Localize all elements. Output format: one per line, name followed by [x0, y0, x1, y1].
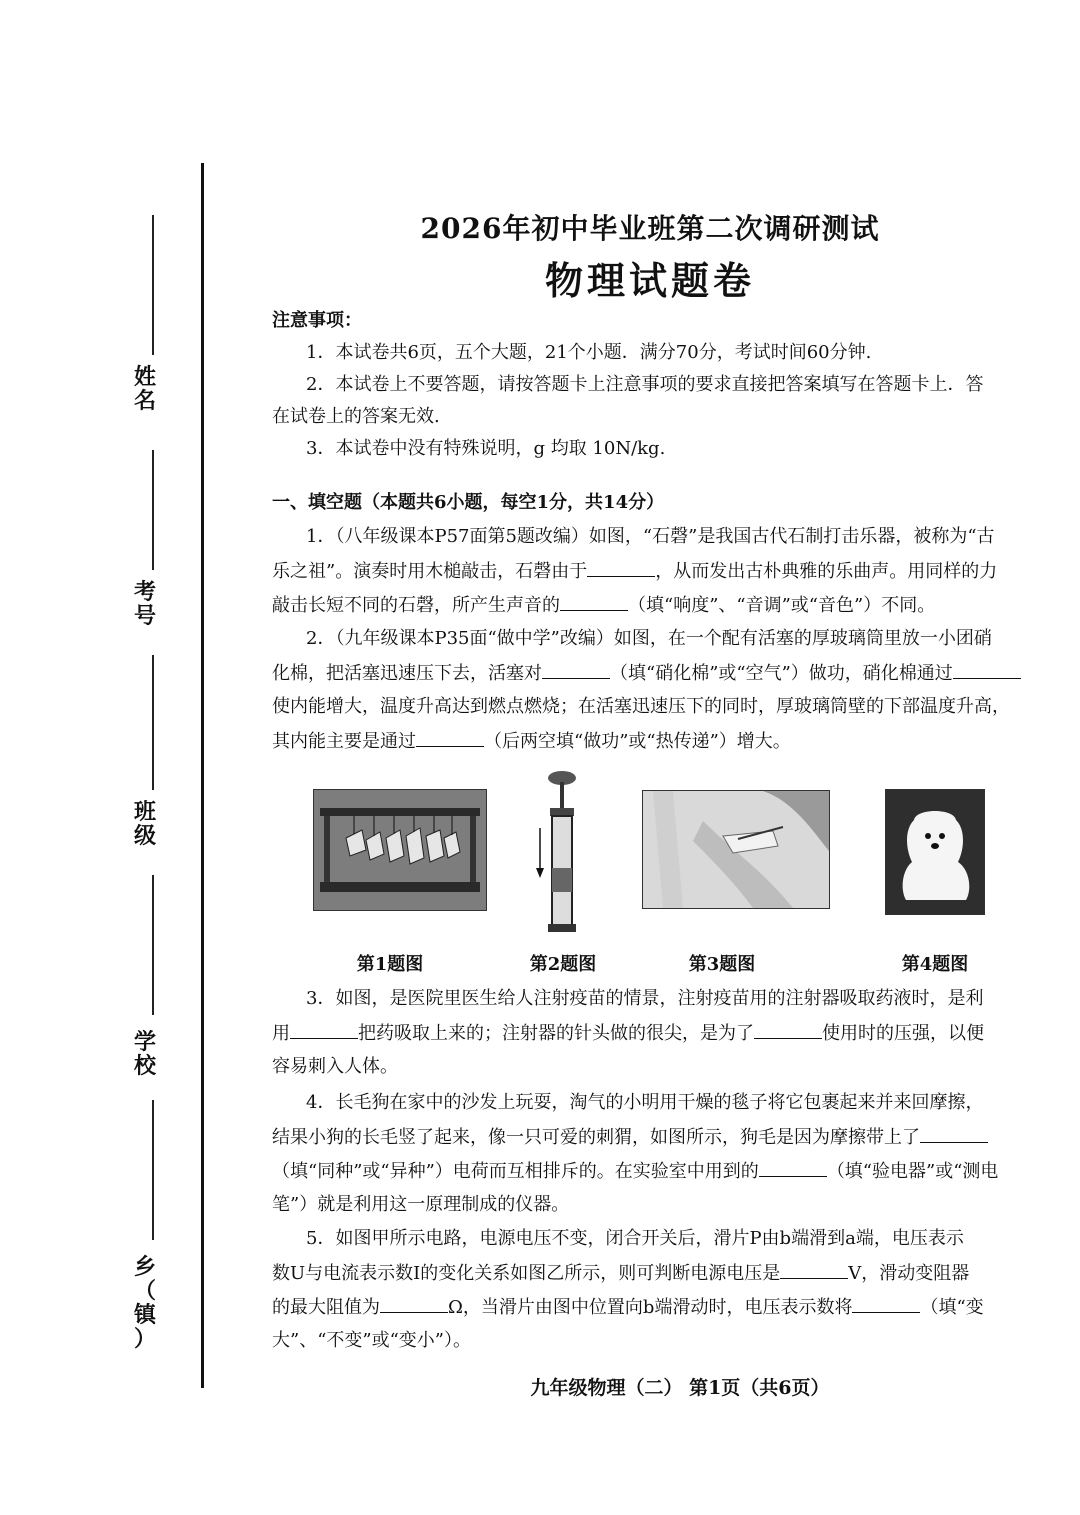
q1-line-3: 敲击长短不同的石磬，所产生声音的 （填“响度”、“音调”或“音色”）不同。: [272, 592, 1000, 619]
q5-line-3: 的最大阻值为 Ω，当滑片由图中位置向b端滑动时，电压表示数将 （填“变: [272, 1294, 1000, 1321]
q2-line-1: 2．（九年级课本P35面“做中学”改编）如图，在一个配有活塞的厚玻璃筒里放一小团硝: [306, 628, 992, 649]
q4-line-2: 结果小狗的长毛竖了起来，像一只可爱的刺猬，如图所示，狗毛是因为摩擦带上了: [272, 1124, 1000, 1151]
answer-blank: [380, 1294, 448, 1313]
fluffy-dog-icon: [886, 790, 984, 914]
answer-blank: [759, 1158, 827, 1177]
answer-blank: [290, 1020, 358, 1039]
answer-blank: [920, 1124, 988, 1143]
notice-item-1: 1．本试卷共6页，五个大题，21个小题．满分70分，考试时间60分钟.: [306, 342, 872, 363]
answer-blank: [542, 660, 610, 679]
q1-line-2: 乐之祖”。演奏时用木槌敲击，石磬由于 ，从而发出古朴典雅的乐曲声。用同样的力: [272, 558, 1000, 585]
notice-item-3: 3．本试卷中没有特殊说明，g 均取 10N/kg.: [306, 438, 666, 459]
notice-item-2-cont: 在试卷上的答案无效.: [272, 406, 440, 427]
answer-blank: [587, 558, 655, 577]
town-label: 乡 （ 镇 ）: [133, 1254, 156, 1352]
piston-cylinder-icon: [528, 768, 598, 938]
injection-scene-icon: [643, 791, 829, 908]
figure-4-caption: 第4题图: [901, 954, 969, 975]
section-1-heading: 一、填空题（本题共6小题，每空1分，共14分）: [272, 492, 665, 513]
exam-no-underline: [152, 450, 154, 570]
q3-line-2: 用 把药吸取上来的；注射器的针头做的很尖，是为了 使用时的压强，以便: [272, 1020, 1000, 1047]
q1-line-1: 1．（八年级课本P57面第5题改编）如图，“石磬”是我国古代石制打击乐器，被称为“古: [306, 526, 995, 547]
page-footer: 九年级物理（二） 第1页（共6页）: [530, 1377, 830, 1399]
name-underline: [152, 215, 154, 355]
figure-1-stone-chime: [313, 789, 487, 911]
figure-4-dog: [885, 789, 985, 915]
q2-line-3: 使内能增大，温度升高达到燃点燃烧；在活塞迅速压下的同时，厚玻璃筒壁的下部温度升高，: [272, 696, 1010, 717]
answer-blank: [416, 728, 484, 747]
binding-margin-line: [201, 163, 204, 1388]
figure-3-injection: [642, 790, 830, 909]
q4-line-3: （填“同种”或“异种”）电荷而互相排斥的。在实验室中用到的 （填“验电器”或“测电: [272, 1158, 1000, 1185]
school-underline: [152, 875, 154, 1015]
exam-no-label: 考 号: [133, 579, 156, 629]
town-underline: [152, 1100, 154, 1240]
q2-line-2: 化棉，把活塞迅速压下去，活塞对 （填“硝化棉”或“空气”）做功，硝化棉通过: [272, 660, 1000, 687]
answer-blank: [560, 592, 628, 611]
answer-blank: [780, 1260, 848, 1279]
exam-subtitle: 物理试题卷: [544, 258, 755, 303]
answer-blank: [953, 660, 1021, 679]
q3-line-1: 3．如图，是医院里医生给人注射疫苗的情景，注射疫苗用的注射器吸取药液时，是利: [306, 988, 984, 1009]
notice-heading: 注意事项：: [272, 310, 362, 331]
q5-line-4: 大”、“不变”或“变小”）。: [272, 1330, 472, 1351]
q5-line-2: 数U与电流表示数I的变化关系如图乙所示，则可判断电源电压是 V，滑动变阻器: [272, 1260, 1000, 1287]
q2-line-4: 其内能主要是通过 （后两空填“做功”或“热传递”）增大。: [272, 728, 1000, 755]
class-underline: [152, 655, 154, 790]
answer-blank: [852, 1294, 920, 1313]
figure-2-caption: 第2题图: [529, 954, 597, 975]
q3-line-3: 容易刺入人体。: [272, 1056, 398, 1077]
figure-2-piston-cylinder: [528, 768, 598, 938]
answer-blank: [754, 1020, 822, 1039]
q4-line-4: 笔”）就是利用这一原理制成的仪器。: [272, 1194, 570, 1215]
figure-3-caption: 第3题图: [688, 954, 756, 975]
class-label: 班 级: [133, 799, 156, 849]
q4-line-1: 4．长毛狗在家中的沙发上玩耍，淘气的小明用干燥的毯子将它包裹起来并来回摩擦，: [306, 1092, 984, 1113]
name-label: 姓 名: [133, 364, 156, 414]
notice-item-2: 2．本试卷上不要答题，请按答题卡上注意事项的要求直接把答案填写在答题卡上．答: [306, 374, 984, 395]
school-label: 学 校: [133, 1029, 156, 1079]
exam-title: 2026年初中毕业班第二次调研测试: [420, 212, 880, 245]
stone-chime-icon: [314, 790, 486, 910]
figure-1-caption: 第1题图: [356, 954, 424, 975]
q5-line-1: 5．如图甲所示电路，电源电压不变，闭合开关后，滑片P由b端滑到a端，电压表示: [306, 1228, 964, 1249]
